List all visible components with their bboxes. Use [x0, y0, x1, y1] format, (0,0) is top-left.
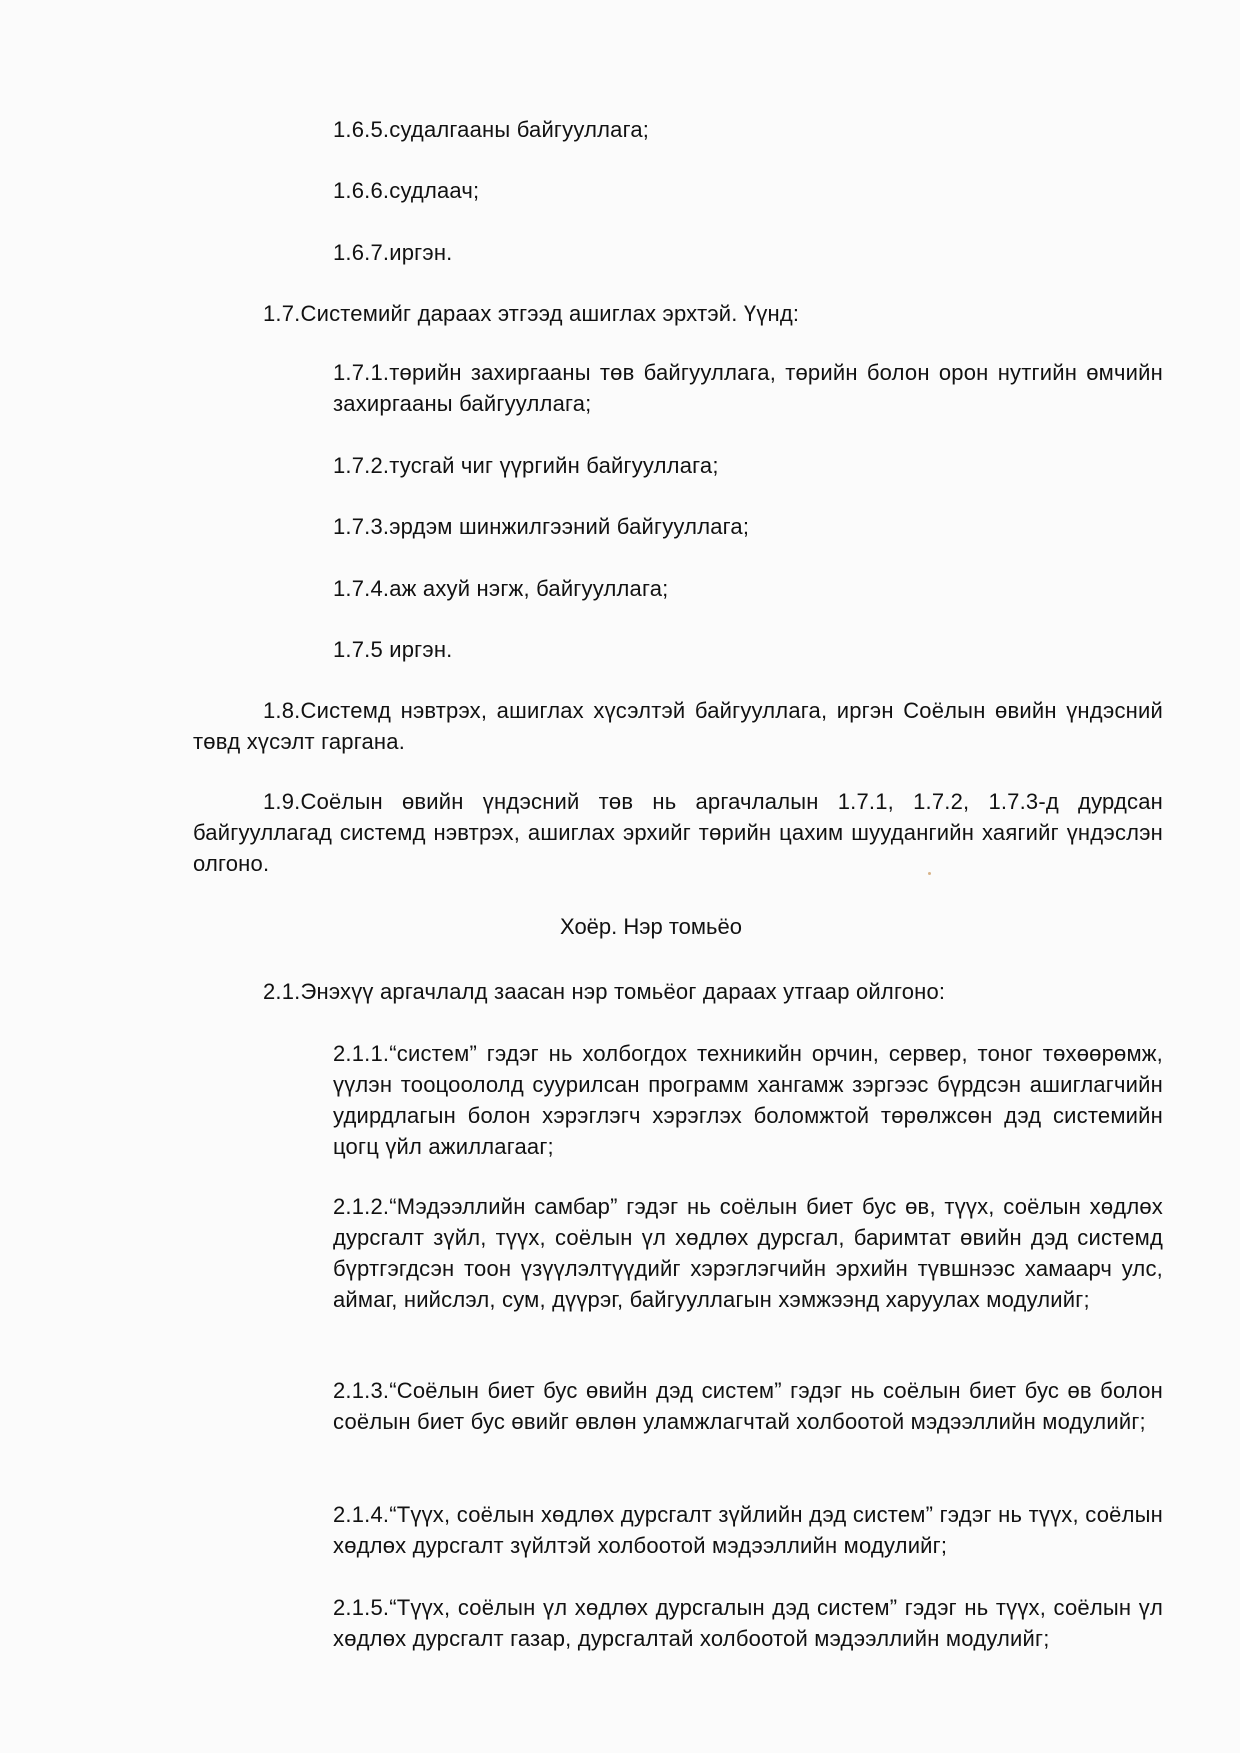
list-item-1-6-6: 1.6.6.судлаач;	[333, 178, 480, 203]
definition-2-1-5: 2.1.5.“Түүх, соёлын үл хөдлөх дурсгалын дэд систем” гэдэг нь түүх, соёлын үл хөдлөх дурсгалт газар, дурсгалтай холбоотой мэдээллийн модулийг;	[333, 1595, 1163, 1651]
list-item-1-6-5: 1.6.5.судалгааны байгууллага;	[333, 117, 650, 142]
clause-2-1: 2.1.Энэхүү аргачлалд заасан нэр томьёог дараах утгаар ойлгоно:	[263, 979, 946, 1004]
definition-2-1-1: 2.1.1.“систем” гэдэг нь холбогдох техникийн орчин, сервер, тоног төхөөрөмж, үүлэн тооцоололд суурилсан программ хангамж зэргээс бүрдсэн ашиглагчийн удирдлагын болон хэрэглэгч хэрэглэх боломжтой төрөлжсөн дэд системийн цогц үйл ажиллагааг;	[333, 1041, 1163, 1159]
list-item-1-7-3: 1.7.3.эрдэм шинжилгээний байгууллага;	[333, 514, 750, 539]
clause-1-9: 1.9.Соёлын өвийн үндэсний төв нь аргачлалын 1.7.1, 1.7.2, 1.7.3-д дурдсан байгууллагад системд нэвтрэх, ашиглах эрхийг төрийн цахим шуудангийн хаягийг үндэслэн олгоно.	[193, 789, 1163, 876]
list-item-1-7-5: 1.7.5 иргэн.	[333, 637, 453, 662]
list-item-1-6-7: 1.6.7.иргэн.	[333, 240, 453, 265]
definition-2-1-4: 2.1.4.“Түүх, соёлын хөдлөх дурсгалт зүйлийн дэд систем” гэдэг нь түүх, соёлын хөдлөх дурсгалт зүйлтэй холбоотой мэдээллийн модулийг;	[333, 1502, 1163, 1558]
definition-2-1-2: 2.1.2.“Мэдээллийн самбар” гэдэг нь соёлын биет бус өв, түүх, соёлын хөдлөх дурсгалт зүйл, түүх, соёлын үл хөдлөх дурсгал, баримтат өвийн дэд системд бүртгэгдсэн тоон үзүүлэлтүүдийг хэрэглэгчийн эрхийн түвшнээс хамаарч улс, аймаг, нийслэл, сум, дүүрэг, байгууллагын хэмжээнд харуулах модулийг;	[333, 1194, 1163, 1312]
section-heading: Хоёр. Нэр томьёо	[560, 914, 742, 939]
list-item-1-7-4: 1.7.4.аж ахуй нэгж, байгууллага;	[333, 576, 669, 601]
definition-2-1-3: 2.1.3.“Соёлын биет бус өвийн дэд систем” гэдэг нь соёлын биет бус өв болон соёлын биет бус өвийг өвлөн уламжлагчтай холбоотой мэдээллийн модулийг;	[333, 1378, 1163, 1434]
clause-1-8: 1.8.Системд нэвтрэх, ашиглах хүсэлтэй байгууллага, иргэн Соёлын өвийн үндэсний төвд хүсэлт гаргана.	[193, 698, 1163, 754]
list-item-1-7-1: 1.7.1.төрийн захиргааны төв байгууллага, төрийн болон орон нутгийн өмчийн захиргааны байгууллага;	[333, 360, 1163, 416]
list-item-1-7-2: 1.7.2.тусгай чиг үүргийн байгууллага;	[333, 453, 719, 478]
clause-1-7: 1.7.Системийг дараах этгээд ашиглах эрхтэй. Үүнд:	[263, 301, 800, 326]
scan-speck	[928, 872, 931, 875]
